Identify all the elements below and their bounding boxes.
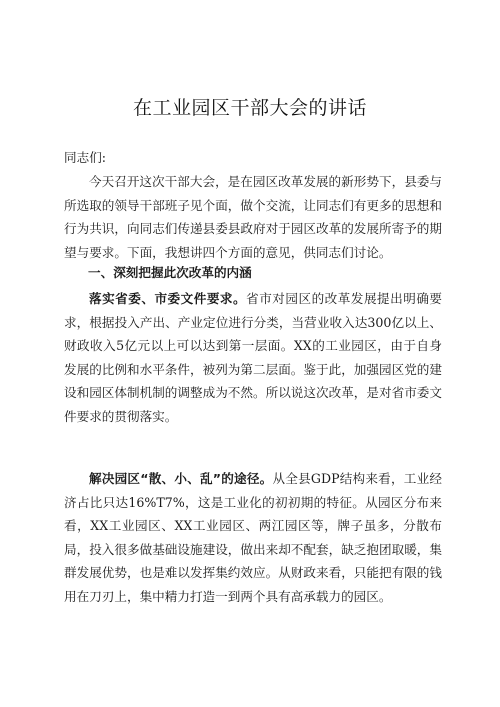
paragraph-2 bbox=[64, 467, 442, 608]
salutation: 同志们: bbox=[64, 150, 107, 165]
paragraph-2-lead: 解决园区“散、小、乱”的途径。 bbox=[89, 471, 273, 486]
paragraph-2-text: 从全县GDP结构来看，工业经济占比只达16%T7%，这是工业化的初初期的特征。从园区分布来看，XX工业园区、XX工业园区、两江园区等，牌子虽多，分散布局，投入很多做基础设施建设，做出来却不配套，缺乏抱团取暖，集群发展优势，也是难以发挥集约效应。从财政来看，只能把有限的钱用在刀刃上，集中精力打造一到两个具有高承载力的园区。 bbox=[64, 471, 442, 604]
paragraph-1 bbox=[64, 287, 442, 428]
section-heading: 一、深刻把握此次改革的内涵 bbox=[88, 265, 252, 280]
intro-paragraph: 今天召开这次干部大会，是在园区改革发展的新形势下，县委与所选取的领导干部班子见个面，做个交流，让同志们有更多的思想和行为共识，向同志们传递县委县政府对于园区改革的发展所寄予的期望与要求。下面，我想讲四个方面的意见，供同志们讨论。 bbox=[64, 174, 442, 260]
document-title: 在工业园区干部大会的讲话 bbox=[132, 97, 367, 119]
paragraph-1-lead: 落实省委、市委文件要求。 bbox=[89, 291, 247, 306]
paragraph-1-text: 省市对园区的改革发展提出明确要求，根据投入产出、产业定位进行分类，当营业收入达300亿以上、财政收入5亿元以上可以达到第一层面。XX的工业园区，由于自身发展的比例和水平条件，被列为第二层面。鉴于此，加强园区党的建设和园区体制机制的调整成为不然。所以说这次改革，是对省市委文件要求的贯彻落实。 bbox=[64, 291, 443, 424]
